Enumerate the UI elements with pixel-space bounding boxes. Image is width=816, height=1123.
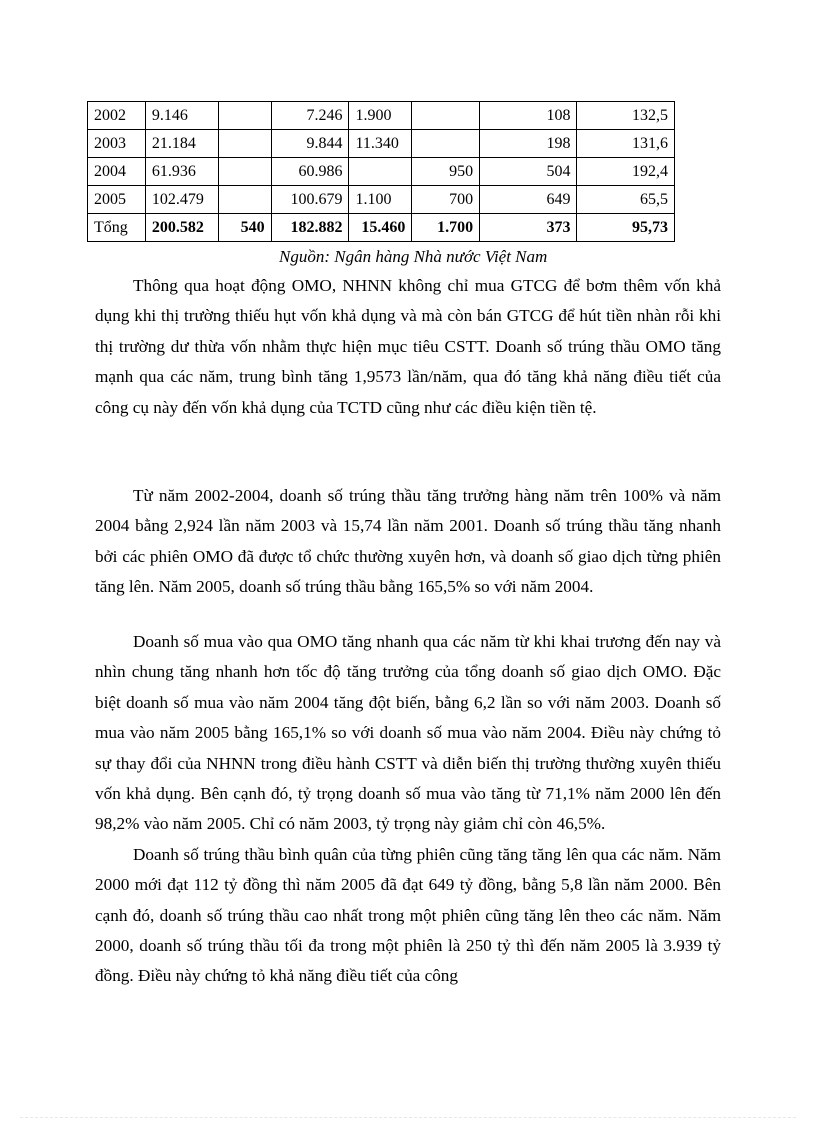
table-cell: 15.460: [349, 214, 412, 242]
table-cell: 200.582: [145, 214, 218, 242]
table-cell: 7.246: [271, 102, 349, 130]
table-cell: 1.900: [349, 102, 412, 130]
body-text-block: [95, 627, 721, 992]
table-cell: 950: [412, 158, 480, 186]
table-cell-year: 2003: [88, 130, 146, 158]
table-cell: 131,6: [577, 130, 675, 158]
paragraph: Doanh số trúng thầu bình quân của từng phiên cũng tăng tăng lên qua các năm. Năm 2000 mới đạt 112 tỷ đồng thì năm 2005 đã đạt 649 tỷ đồng, bằng 5,8 lần năm 2000. Bên cạnh đó, doanh số trúng thầu cao nhất trong một phiên cũng tăng lên theo các năm. Năm 2000, doanh số trúng thầu tối đa trong một phiên là 250 tỷ thì đến năm 2005 là 3.939 tỷ đồng. Điều này chứng tỏ khả năng điều tiết của công: [95, 844, 721, 986]
table-cell: 108: [480, 102, 577, 130]
table-cell: [349, 158, 412, 186]
table-cell: 60.986: [271, 158, 349, 186]
table-cell-year: 2002: [88, 102, 146, 130]
table-cell: 100.679: [271, 186, 349, 214]
table-cell: 649: [480, 186, 577, 214]
table-source-caption: Nguồn: Ngân hàng Nhà nước Việt Nam: [279, 247, 548, 266]
table-cell: 21.184: [145, 130, 218, 158]
omo-data-table: [87, 101, 675, 242]
table-cell: 65,5: [577, 186, 675, 214]
table-cell-year: 2004: [88, 158, 146, 186]
paragraph: Thông qua hoạt động OMO, NHNN không chỉ mua GTCG để bơm thêm vốn khả dụng khi thị trường thiếu hụt vốn khả dụng và mà còn bán GTCG để hút tiền nhàn rỗi khi thị trường dư thừa vốn nhằm thực hiện mục tiêu CSTT. Doanh số trúng thầu OMO tăng mạnh qua các năm, trung bình tăng 1,9573 lần/năm, qua đó tăng khả năng điều tiết của công cụ này đến vốn khả dụng của TCTD cũng như các điều kiện tiền tệ.: [95, 276, 721, 417]
page-bottom-divider: [20, 1117, 796, 1118]
table-cell: 9.844: [271, 130, 349, 158]
paragraph: Doanh số mua vào qua OMO tăng nhanh qua các năm từ khi khai trương đến nay và nhìn chung tăng nhanh hơn tốc độ tăng trưởng của tổng doanh số giao dịch OMO. Đặc biệt doanh số mua vào năm 2004 tăng đột biến, bằng 6,2 lần so với năm 2003. Doanh số mua vào năm 2005 bằng 165,1% so với doanh số mua vào năm 2004. Điều này chứng tỏ sự thay đổi của NHNN trong điều hành CSTT và diễn biến thị trường thường xuyên thiếu vốn khả dụng. Bên cạnh đó, tỷ trọng doanh số mua vào tăng từ 71,1% năm 2000 lên đến 98,2% vào năm 2005. Chỉ có năm 2003, tỷ trọng này giảm chỉ còn 46,5%.: [95, 632, 721, 834]
table-cell: 198: [480, 130, 577, 158]
table-cell: [412, 130, 480, 158]
table-cell: 540: [218, 214, 271, 242]
table-cell: 373: [480, 214, 577, 242]
body-text-block: [95, 271, 721, 423]
table-cell: 182.882: [271, 214, 349, 242]
table-cell: 95,73: [577, 214, 675, 242]
table-cell: 504: [480, 158, 577, 186]
table-row: [88, 158, 675, 186]
table-cell: [218, 130, 271, 158]
table-row: [88, 102, 675, 130]
table-row: [88, 130, 675, 158]
table-cell: 132,5: [577, 102, 675, 130]
table-cell: 1.700: [412, 214, 480, 242]
body-text-block: [95, 481, 721, 603]
table-cell-year: 2005: [88, 186, 146, 214]
table-cell: [412, 102, 480, 130]
table-cell: [218, 158, 271, 186]
table-cell: 61.936: [145, 158, 218, 186]
table-cell: 9.146: [145, 102, 218, 130]
table-cell: 192,4: [577, 158, 675, 186]
table-cell-year: Tổng: [88, 214, 146, 242]
table-cell: [218, 102, 271, 130]
table-cell: 700: [412, 186, 480, 214]
table-cell: 11.340: [349, 130, 412, 158]
table-cell: 102.479: [145, 186, 218, 214]
table-row: [88, 186, 675, 214]
paragraph: Từ năm 2002-2004, doanh số trúng thầu tăng trưởng hàng năm trên 100% và năm 2004 bằng 2,924 lần năm 2003 và 15,74 lần năm 2001. Doanh số trúng thầu tăng nhanh bởi các phiên OMO đã được tổ chức thường xuyên hơn, và doanh số giao dịch từng phiên tăng lên. Năm 2005, doanh số trúng thầu bằng 165,5% so với năm 2004.: [95, 486, 721, 597]
table-cell: 1.100: [349, 186, 412, 214]
table-cell: [218, 186, 271, 214]
table-total-row: [88, 214, 675, 242]
